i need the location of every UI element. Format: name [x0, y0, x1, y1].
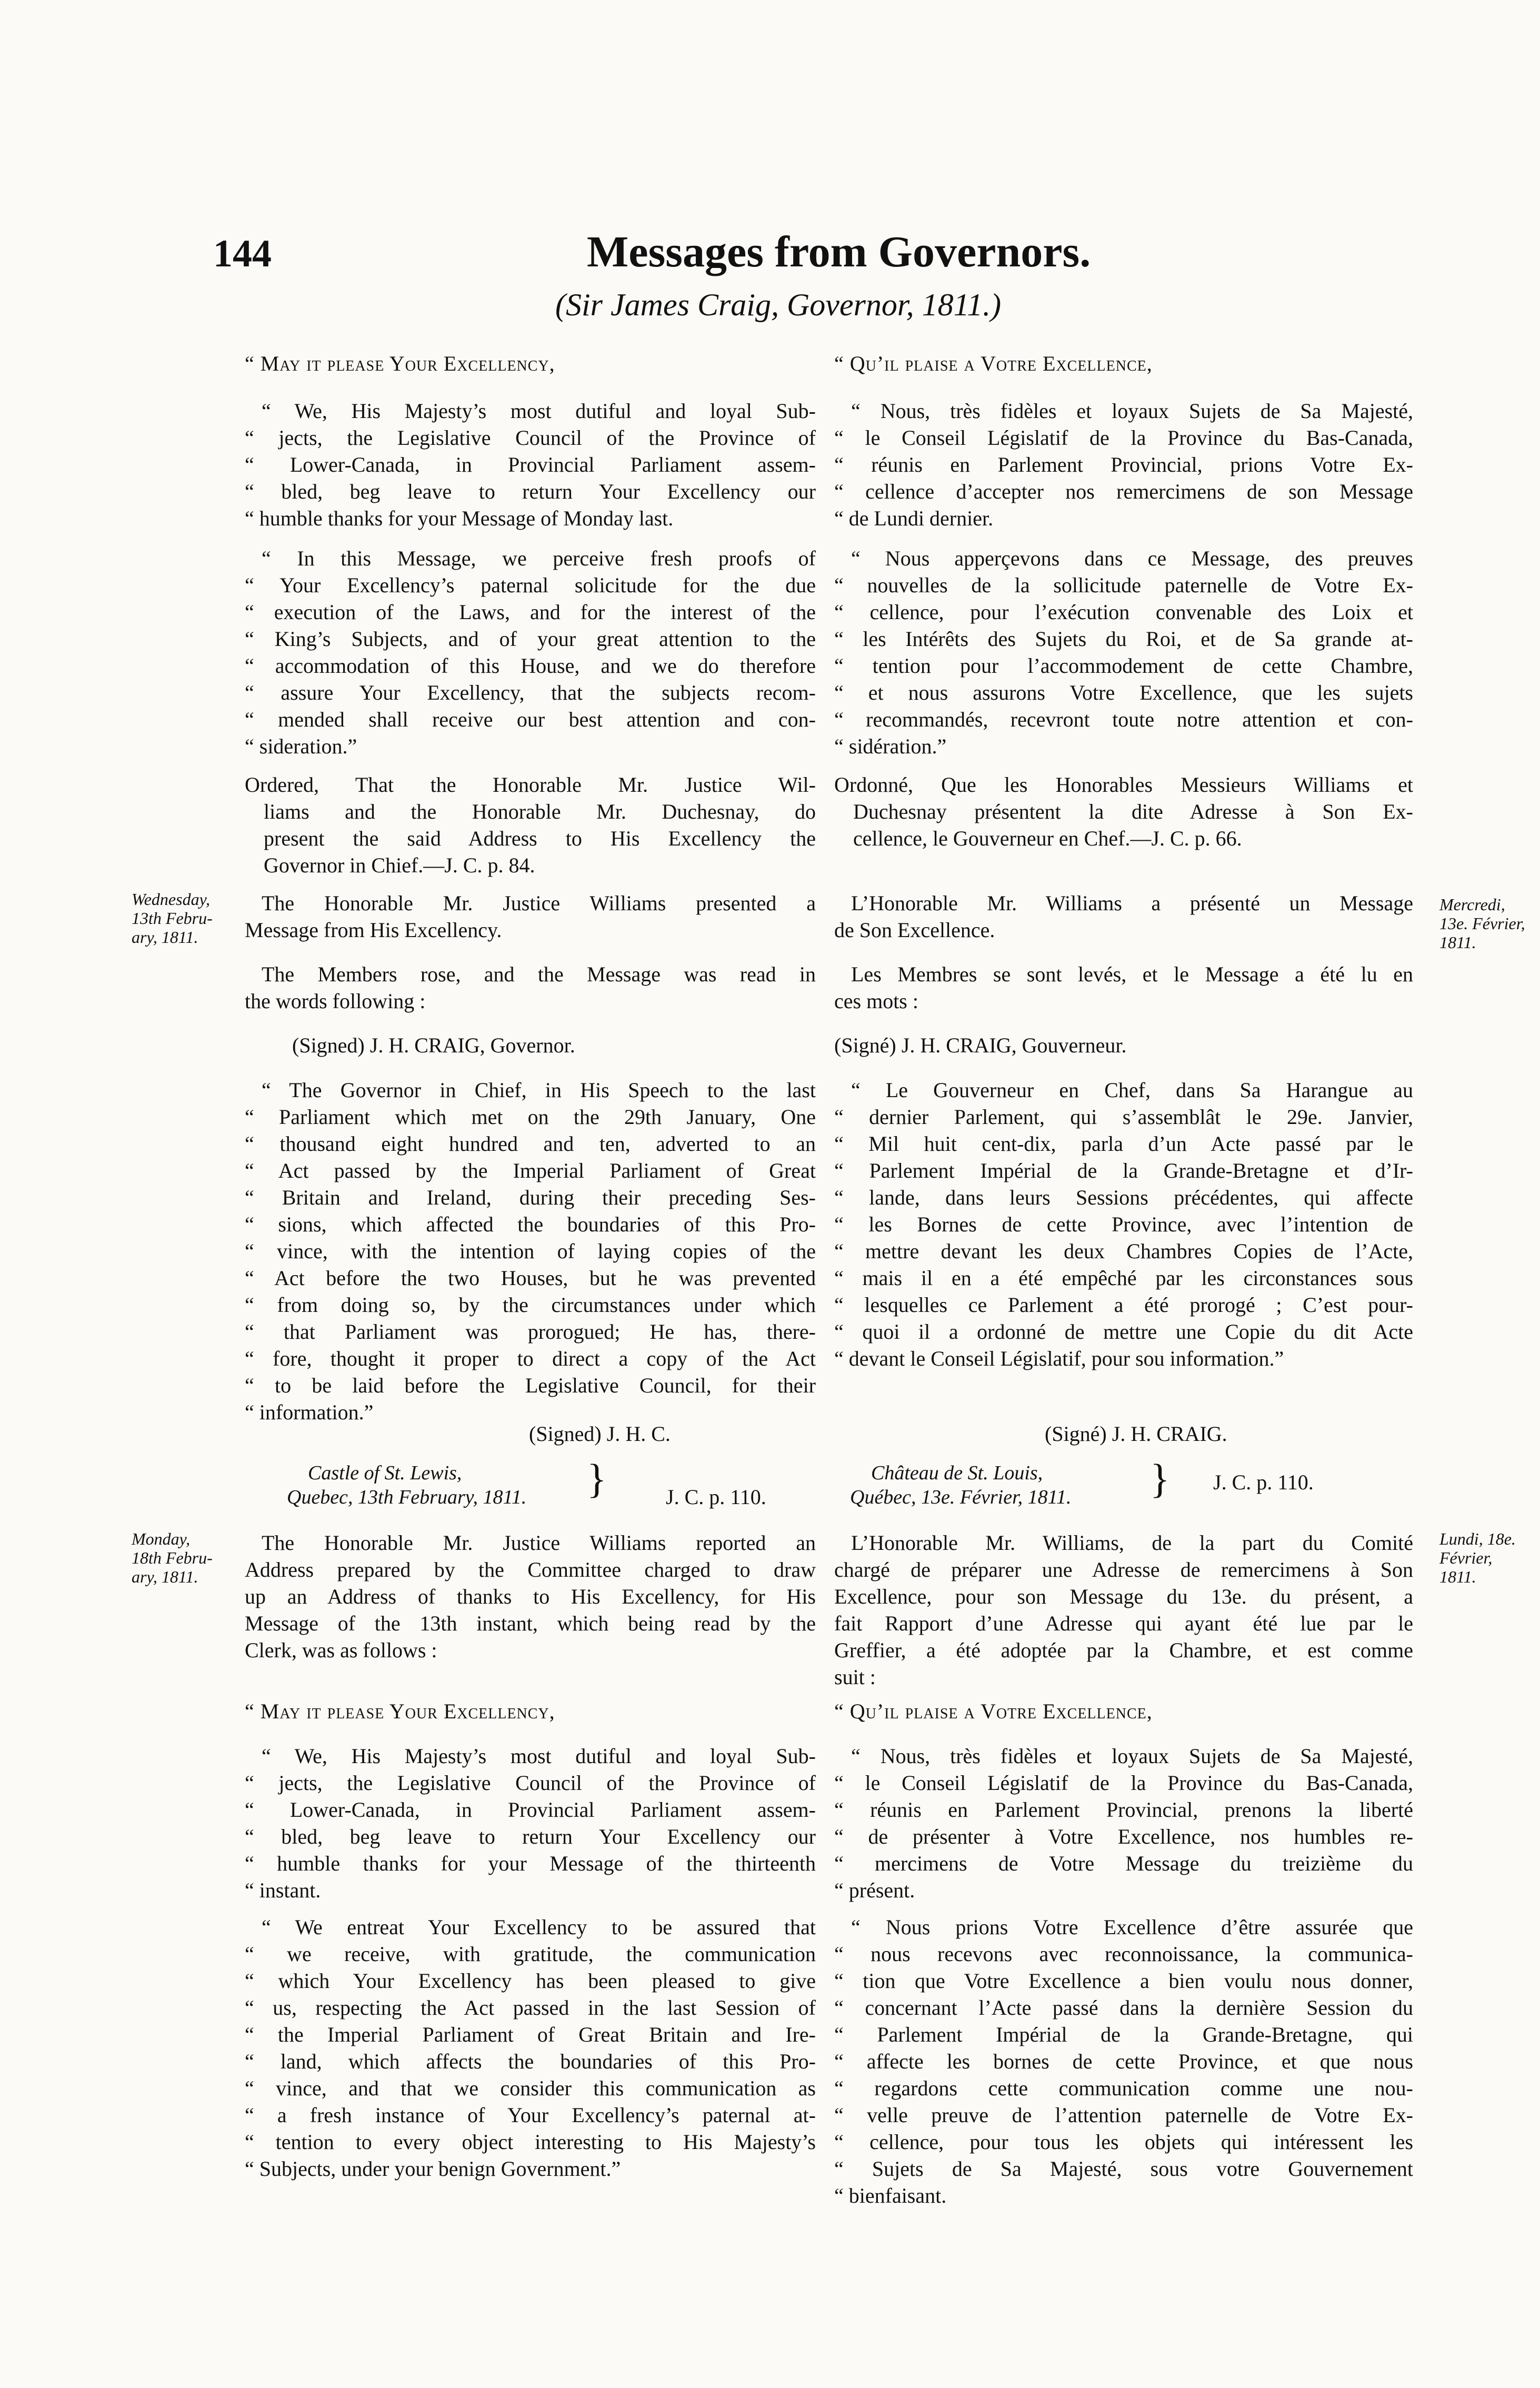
margin-note-lundi: Lundi, 18e. Février, 1811. — [1439, 1529, 1516, 1586]
journal-ref-en: J. C. p. 110. — [666, 1485, 766, 1509]
signed-en-top: (Signed) J. H. CRAIG, Governor. — [292, 1033, 575, 1057]
brace-en: } — [587, 1456, 607, 1501]
paragraph-en-5: “ We entreat Your Excellency to be assured that “ we receive, with gratitude, the communication “ which Your Excellency has been pleased to give “ us, respecting the Act passed in the last Session of “ the Imperial Parliament of Great Britain and Ire- “ land, which affects the boundaries of this Pro- “ vince, and that we consider this communication as “ a fresh instance of Your Excellency’s paternal at- “ tention to every object interesting to His Majesty’s “ Subjects, under your benign Government.” — [245, 1915, 816, 2181]
paragraph-en-4: “ We, His Majesty’s most dutiful and loyal Sub- “ jects, the Legislative Council of the Province of “ Lower-Canada, in Provincial Parliament assem- “ bled, beg leave to return Your Excellency our “ humble thanks for your Message of the thirteenth “ instant. — [245, 1744, 816, 1902]
paragraph-fr-2: “ Nous apperçevons dans ce Message, des preuves “ nouvelles de la sollicitude paternelle de Votre Ex- “ cellence, pour l’exécution convenable des Loix et “ les Intérêts des Sujets du Roi, et de Sa grande at- “ tention pour l’accommodement de cette Chambre, “ et nous assurons Votre Excellence, que les sujets “ recommandés, recevront toute notre attention et con- “ sidération.” — [834, 546, 1413, 758]
salutation-en-2: “ May it please Your Excellency, — [245, 1699, 555, 1723]
reported-fr: L’Honorable Mr. Williams, de la part du Comité chargé de préparer une Adresse de remercimens à Son Excellence, pour son Message du 13e. du présent, a fait Rapport d’une Adresse qui ayant été lue par le Greffier, a été adoptée par la Chambre, et est comme suit : — [834, 1531, 1413, 1689]
paragraph-fr-4: “ Nous, très fidèles et loyaux Sujets de Sa Majesté, “ le Conseil Législatif de la Province du Bas-Canada, “ réunis en Parlement Provincial, prenons la liberté “ de présenter à Votre Excellence, nos humbles re- “ mercimens de Votre Message du treizième du “ présent. — [834, 1744, 1413, 1902]
salutation-fr-1: “ Qu’il plaise a Votre Excellence, — [834, 352, 1153, 375]
journal-ref-fr: J. C. p. 110. — [1213, 1470, 1314, 1494]
margin-note-mercredi: Mercredi, 13e. Février, 1811. — [1439, 895, 1525, 952]
paragraph-fr-1: “ Nous, très fidèles et loyaux Sujets de Sa Majesté, “ le Conseil Législatif de la Province du Bas-Canada, “ réunis en Parlement Provincial, prions Votre Ex- “ cellence d’accepter nos remercimens de son Message “ de Lundi dernier. — [834, 399, 1413, 530]
brace-fr: } — [1150, 1456, 1170, 1501]
presented-en: The Honorable Mr. Justice Williams presented a Message from His Excellency. — [245, 891, 816, 942]
signed-fr-top: (Signé) J. H. CRAIG, Gouverneur. — [834, 1033, 1127, 1057]
paragraph-en-2: “ In this Message, we perceive fresh proofs of “ Your Excellency’s paternal solicitude for the due “ execution of the Laws, and for the interest of the “ King’s Subjects, and of your great attention to the “ accommodation of this House, and we do therefore “ assure Your Excellency, that the subjects recom- “ mended shall receive our best attention and con- “ sideration.” — [245, 546, 816, 758]
place-en: Castle of St. Lewis, Quebec, 13th February, 1811. — [287, 1462, 527, 1508]
paragraph-fr-3: “ Le Gouverneur en Chef, dans Sa Harangue au “ dernier Parlement, qui s’assemblât le 29e. Janvier, “ Mil huit cent-dix, parla d’un Acte passé par le “ Parlement Impérial de la Grande-Bretagne et d’Ir- “ lande, dans leurs Sessions précédentes, qui affecte “ les Bornes de cette Province, avec l’intention de “ mettre devant les deux Chambres Copies de l’Acte, “ mais il en a été empêché par les circonstances sous “ lesquelles ce Parlement a été prorogé ; C’est pour- “ quoi il a ordonné de mettre une Copie du dit Acte “ devant le Conseil Législatif, pour sou information.” — [834, 1078, 1413, 1370]
signed-fr-bottom: (Signé) J. H. CRAIG. — [1045, 1422, 1227, 1446]
salutation-fr-2: “ Qu’il plaise a Votre Excellence, — [834, 1699, 1153, 1723]
presented-fr: L’Honorable Mr. Williams a présenté un Message de Son Excellence. — [834, 891, 1413, 942]
running-head: Messages from Governors. — [587, 227, 1091, 276]
signed-en-bottom: (Signed) J. H. C. — [529, 1422, 671, 1446]
members-en: The Members rose, and the Message was read in the words following : — [245, 962, 816, 1013]
margin-note-monday: Monday, 18th Febru- ary, 1811. — [132, 1529, 213, 1586]
ordered-fr: Ordonné, Que les Honorables Messieurs Williams et Duchesnay présentent la dite Adresse à Son Ex- cellence, le Gouverneur en Chef.—J. C. p. 66. — [834, 773, 1413, 850]
paragraph-fr-5: “ Nous prions Votre Excellence d’être assurée que “ nous recevons avec reconnoissance, la communica- “ tion que Votre Excellence a bien voulu nous donner, “ concernant l’Acte passé dans la dernière Session du “ Parlement Impérial de la Grande-Bretagne, qui “ affecte les bornes de cette Province, et que nous “ regardons cette communication comme une nou- “ velle preuve de l’attention paternelle de Votre Ex- “ cellence, pour tous les objets qui intéressent les “ Sujets de Sa Majesté, sous votre Gouvernement “ bienfaisant. — [834, 1915, 1413, 2207]
reported-en: The Honorable Mr. Justice Williams reported an Address prepared by the Committee charged to draw up an Address of thanks to His Excellency, for His Message of the 13th instant, which being read by the Clerk, was as follows : — [245, 1531, 816, 1662]
salutation-en-1: “ May it please Your Excellency, — [245, 352, 555, 375]
paragraph-en-1: “ We, His Majesty’s most dutiful and loyal Sub- “ jects, the Legislative Council of the Province of “ Lower-Canada, in Provincial Parliament assem- “ bled, beg leave to return Your Excellency our “ humble thanks for your Message of Monday last. — [245, 399, 816, 530]
members-fr: Les Membres se sont levés, et le Message a été lu en ces mots : — [834, 962, 1413, 1013]
ordered-en: Ordered, That the Honorable Mr. Justice Wil- liams and the Honorable Mr. Duchesnay, do present the said Address to His Excellency the Governor in Chief.—J. C. p. 84. — [245, 773, 816, 877]
subhead: (Sir James Craig, Governor, 1811.) — [555, 287, 1002, 322]
margin-note-wednesday: Wednesday, 13th Febru- ary, 1811. — [132, 890, 213, 947]
paragraph-en-3: “ The Governor in Chief, in His Speech to the last “ Parliament which met on the 29th January, One “ thousand eight hundred and ten, adverted to an “ Act passed by the Imperial Parliament of Great “ Britain and Ireland, during their preceding Ses- “ sions, which affected the boundaries of this Pro- “ vince, with the intention of laying copies of the “ Act before the two Houses, but he was prevented “ from doing so, by the circumstances under which “ that Parliament was prorogued; He has, there- “ fore, thought it proper to direct a copy of the Act “ to be laid before the Legislative Council, for their “ information.” — [245, 1078, 816, 1424]
place-fr: Château de St. Louis, Québec, 13e. Février, 1811. — [850, 1462, 1072, 1508]
page-number: 144 — [213, 232, 272, 275]
